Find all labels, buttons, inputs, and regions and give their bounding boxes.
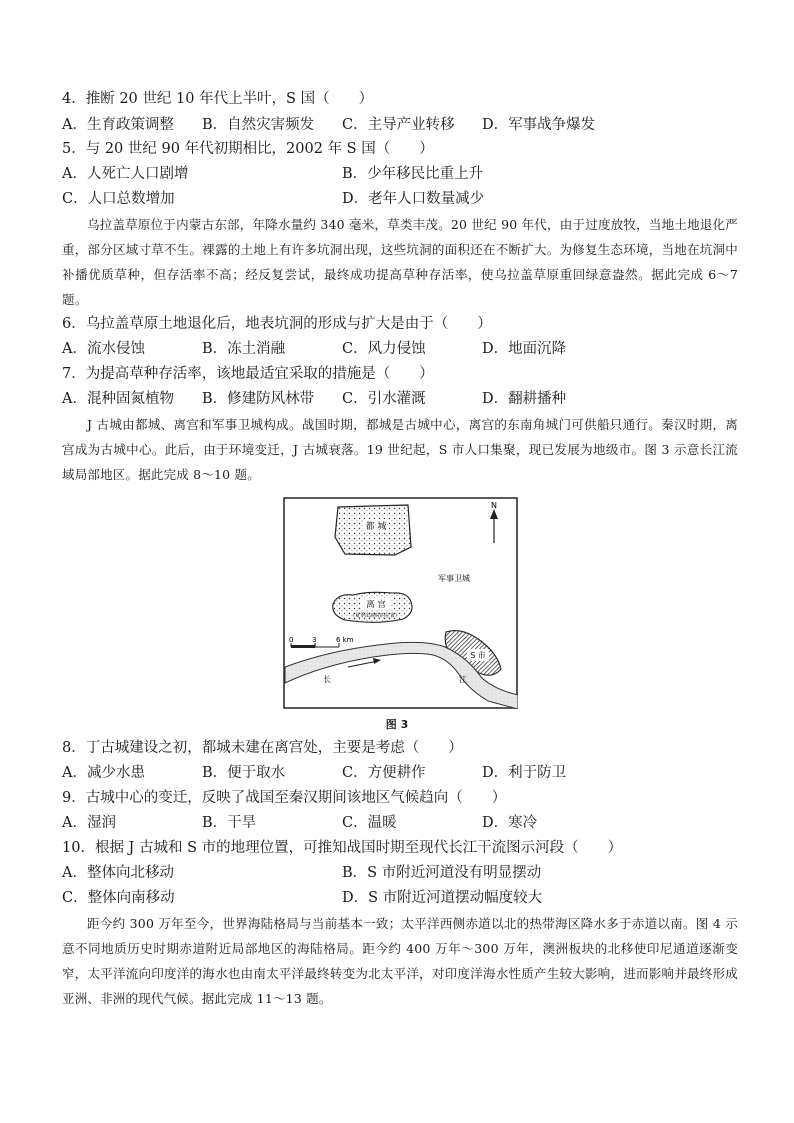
scale-label-0: 0 xyxy=(289,636,294,644)
question-4-stem: 4．推断 20 世纪 10 年代上半叶，S 国（ ） xyxy=(62,91,374,107)
question-9-stem: 9．古城中心的变迁，反映了战国至秦汉期间该地区气候趋向（ ） xyxy=(62,790,507,806)
q10-option-c: C．整体向南移动 xyxy=(62,890,175,906)
q6-option-c: C．风力侵蚀 xyxy=(342,341,426,357)
figure-3-caption: 图 3 xyxy=(385,718,409,731)
q6-option-a: A．流水侵蚀 xyxy=(62,341,145,357)
passage-ocean: 距今约 300 万年至今，世界海陆格局与当前基本一致；太平洋西侧赤道以北的热带海区降水多于赤道以南。图 4 示意不同地质历史时期赤道附近局部地区的海陆格局。距今约 400 万年～300 万年，澳洲板块的北移使印尼通道逐渐变窄，太平洋流向印度洋的海水也由南太平洋最终转变为北太平洋，对印度洋海水性质产生较大影响，进而影响并最终形成亚洲、非洲的现代气候。据此完成 11～13 题。 xyxy=(62,916,738,1006)
q5-option-d: D．老年人口数量减少 xyxy=(342,191,485,207)
palace-label: 离 宫 xyxy=(366,600,386,610)
q4-option-c: C．主导产业转移 xyxy=(342,117,455,133)
scale-label-6: 6 km xyxy=(336,636,354,644)
question-7-stem: 7．为提高草种存活率，该地最适宜采取的措施是（ ） xyxy=(62,366,434,382)
q10-option-d: D．S 市附近河道摆动幅度较大 xyxy=(342,890,543,906)
fort-label: 军事卫城 xyxy=(438,574,470,583)
passage-ancient-city: J 古城由都城、离宫和军事卫城构成。战国时期，都城是古城中心，离宫的东南角城门可供船只通行。秦汉时期，离宫成为古城中心。此后，由于环境变迁，J 古城衰落。19 世纪起，S 市人口集聚，现已发展为地级市。图 3 示意长江流域局部地区。据此完成 8～10 题。 xyxy=(62,417,738,482)
figure-3-map xyxy=(283,497,518,709)
question-8-stem: 8．丁古城建设之初，都城未建在离宫处，主要是考虑（ ） xyxy=(62,740,463,756)
q9-option-a: A．湿润 xyxy=(62,815,116,831)
q9-option-d: D．寒冷 xyxy=(482,815,538,831)
q8-option-c: C．方便耕作 xyxy=(342,765,426,781)
question-5-stem: 5．与 20 世纪 90 年代初期相比，2002 年 S 国（ ） xyxy=(62,141,434,157)
question-10-stem: 10．根据 J 古城和 S 市的地理位置，可推知战国时期至现代长江干流图示河段（ ） xyxy=(62,840,623,856)
q10-option-a: A．整体向北移动 xyxy=(62,865,174,881)
q7-option-d: D．翻耕播种 xyxy=(482,391,567,407)
question-6-stem: 6．乌拉盖草原土地退化后，地表坑洞的形成与扩大是由于（ ） xyxy=(62,316,492,332)
river-label-2: 江 xyxy=(459,675,467,684)
q8-option-b: B．便于取水 xyxy=(202,765,286,781)
passage-grassland: 乌拉盖草原位于内蒙古东部，年降水量约 340 毫米，草类丰茂。20 世纪 90 年代，由于过度放牧，当地土地退化严重，部分区域寸草不生。裸露的土地上有许多坑洞出现，这些坑洞的面积还在不断扩大。为修复生态环境，当地在坑洞中补播优质草种，但存活率不高；经反复尝试，最终成功提高草种存活率，使乌拉盖草原重回绿意盎然。据此完成 6～7 题。 xyxy=(62,217,738,307)
q5-option-b: B．少年移民比重上升 xyxy=(342,166,484,182)
q4-option-d: D．军事战争爆发 xyxy=(482,117,596,133)
river-label-1: 长 xyxy=(323,675,331,684)
q7-option-a: A．混种固氮植物 xyxy=(62,391,174,407)
q8-option-d: D．利于防卫 xyxy=(482,765,567,781)
q6-option-d: D．地面沉降 xyxy=(482,341,567,357)
q8-option-a: A．减少水患 xyxy=(62,765,145,781)
q6-option-b: B．冻土消融 xyxy=(202,341,286,357)
s-city-label: S 市 xyxy=(470,651,486,660)
q10-option-b: B．S 市附近河道没有明显摆动 xyxy=(342,865,542,881)
q5-option-a: A．人死亡人口剧增 xyxy=(62,166,189,182)
q7-option-b: B．修建防风林带 xyxy=(202,391,315,407)
q9-option-b: B．干旱 xyxy=(202,815,257,831)
q4-option-a: A．生育政策调整 xyxy=(62,117,174,133)
palace-note: （夏季出现时的位置） xyxy=(349,613,401,619)
capital-label: 都 城 xyxy=(365,522,387,532)
scale-label-3: 3 xyxy=(312,636,317,644)
q9-option-c: C．温暖 xyxy=(342,815,397,831)
q5-option-c: C．人口总数增加 xyxy=(62,191,175,207)
north-label: N xyxy=(491,501,497,510)
q4-option-b: B．自然灾害频发 xyxy=(202,117,315,133)
q7-option-c: C．引水灌溉 xyxy=(342,391,426,407)
scale-bar-segment xyxy=(291,645,315,648)
